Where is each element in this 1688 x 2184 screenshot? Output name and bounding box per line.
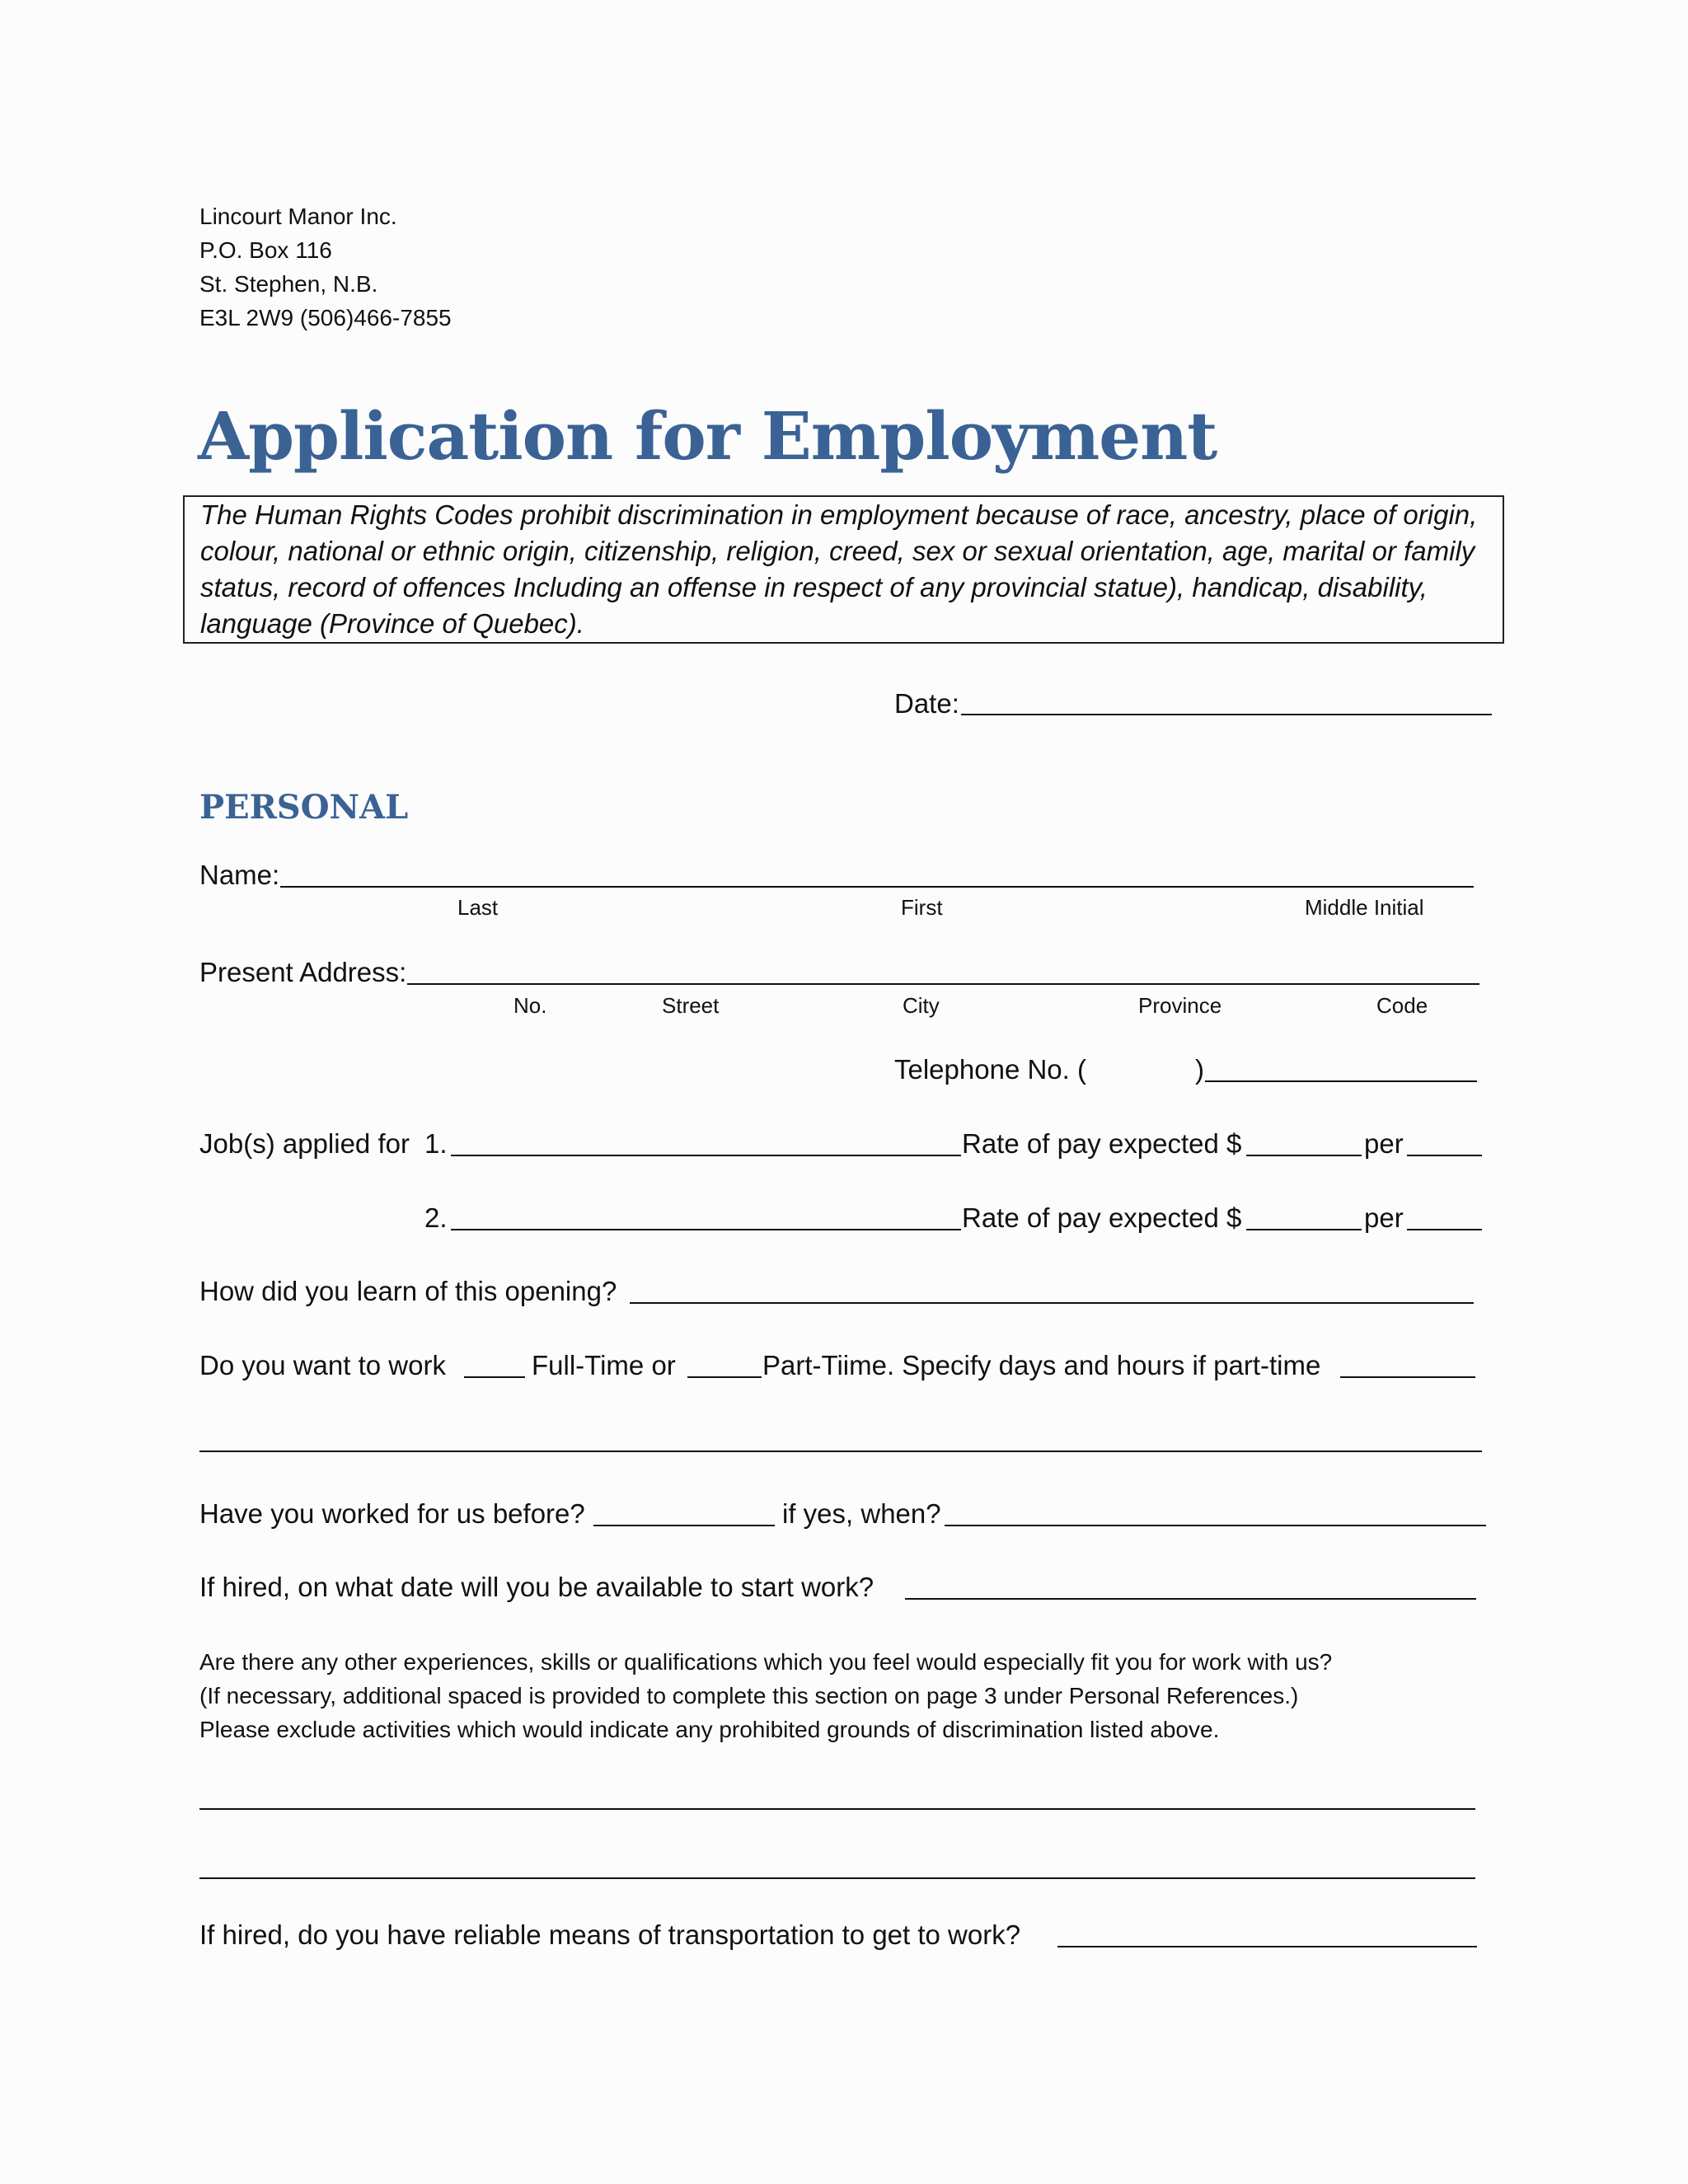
job-1-number: 1. (424, 1128, 448, 1159)
address-no-caption: No. (513, 993, 547, 1018)
address-street-caption: Street (662, 993, 720, 1018)
worked-before-when-label: if yes, when? (782, 1498, 941, 1529)
full-time-field[interactable] (464, 1376, 525, 1378)
learn-opening-label: How did you learn of this opening? (199, 1276, 617, 1306)
part-time-field[interactable] (687, 1376, 762, 1378)
experience-answer-line-1[interactable] (199, 1808, 1475, 1810)
address-province-caption: Province (1138, 993, 1222, 1018)
job-2-number: 2. (424, 1202, 448, 1233)
part-time-label: Part-Tiime. Specify days and hours if part-time (762, 1350, 1321, 1380)
part-time-hours-field[interactable] (1340, 1376, 1475, 1378)
work-type-prefix: Do you want to work (199, 1350, 446, 1380)
company-postal-phone: E3L 2W9 (506)466-7855 (199, 305, 452, 330)
company-name: Lincourt Manor Inc. (199, 204, 397, 229)
job-2-rate-field[interactable] (1246, 1229, 1362, 1230)
experience-question-line-3: Please exclude activities which would indicate any prohibited grounds of discrimination listed above. (199, 1717, 1220, 1742)
start-date-field[interactable] (905, 1598, 1476, 1600)
address-field[interactable] (407, 983, 1479, 985)
section-personal-heading: PERSONAL (199, 788, 409, 827)
jobs-label: Job(s) applied for (199, 1128, 410, 1159)
telephone-close-paren: ) (1195, 1054, 1204, 1085)
company-po-box: P.O. Box 116 (199, 237, 332, 263)
full-time-label: Full-Time or (532, 1350, 676, 1380)
job-2-per-field[interactable] (1407, 1229, 1482, 1230)
transportation-label: If hired, do you have reliable means of transportation to get to work? (199, 1919, 1021, 1950)
learn-opening-field[interactable] (630, 1302, 1474, 1304)
experience-question-line-1: Are there any other experiences, skills or qualifications which you feel would especially fit you for work with us? (199, 1649, 1333, 1675)
job-2-per-label: per (1364, 1202, 1404, 1233)
experience-answer-line-2[interactable] (199, 1877, 1475, 1879)
address-code-caption: Code (1376, 993, 1428, 1018)
date-field[interactable] (961, 714, 1492, 715)
address-label: Present Address: (199, 957, 407, 987)
name-middle-caption: Middle Initial (1305, 895, 1424, 920)
name-first-caption: First (901, 895, 943, 920)
human-rights-notice: The Human Rights Codes prohibit discrimination in employment because of race, ancestry, place of origin, colour, national or ethnic origin, citizenship, religion, creed, sex or sexual orientation, age, marital or family status, record of offences Including an offense in respect of any provincial statue), handicap, disability, language (Province of Quebec). (183, 495, 1504, 644)
job-2-rate-label: Rate of pay expected $ (962, 1202, 1242, 1233)
address-city-caption: City (903, 993, 940, 1018)
company-city: St. Stephen, N.B. (199, 271, 378, 297)
worked-before-when-field[interactable] (945, 1525, 1486, 1526)
job-1-per-field[interactable] (1407, 1155, 1482, 1156)
part-time-hours-field-line-2[interactable] (199, 1451, 1482, 1452)
job-2-field[interactable] (451, 1229, 961, 1230)
transportation-field[interactable] (1057, 1946, 1477, 1947)
experience-question-line-2: (If necessary, additional spaced is provided to complete this section on page 3 under Personal References.) (199, 1683, 1299, 1708)
job-1-rate-label: Rate of pay expected $ (962, 1128, 1242, 1159)
telephone-label: Telephone No. ( (894, 1054, 1086, 1085)
job-1-rate-field[interactable] (1246, 1155, 1362, 1156)
job-1-field[interactable] (451, 1155, 961, 1156)
page-title: Application for Employment (198, 397, 1217, 475)
telephone-area-code-field[interactable] (1100, 1080, 1191, 1082)
job-1-per-label: per (1364, 1128, 1404, 1159)
worked-before-field[interactable] (593, 1525, 775, 1526)
name-label: Name: (199, 860, 280, 890)
date-label: Date: (894, 688, 959, 719)
start-date-label: If hired, on what date will you be available to start work? (199, 1572, 874, 1602)
name-field[interactable] (280, 886, 1474, 888)
name-last-caption: Last (457, 895, 499, 920)
telephone-field[interactable] (1205, 1080, 1477, 1082)
worked-before-label: Have you worked for us before? (199, 1498, 585, 1529)
